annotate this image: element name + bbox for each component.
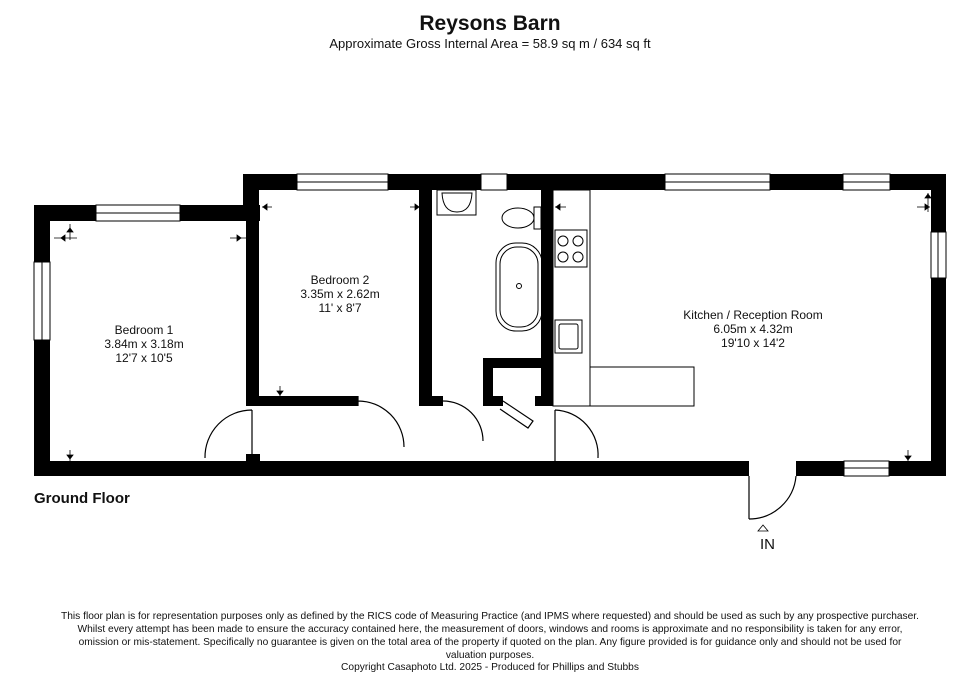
room-label-bedroom-1 xyxy=(84,323,204,365)
interior-walls xyxy=(246,190,553,464)
entrance-label: IN xyxy=(760,536,775,553)
room-dimensions-imperial: 19'10 x 14'2 xyxy=(721,336,785,350)
doors xyxy=(205,396,796,519)
room-dimensions-imperial: 12'7 x 10'5 xyxy=(115,351,173,365)
plan-subtitle: Approximate Gross Internal Area = 58.9 sq m / 634 sq ft xyxy=(329,36,651,51)
copyright-text: Copyright Casaphoto Ltd. 2025 - Produced for Phillips and Stubbs xyxy=(341,662,639,673)
room-label-kitchen-reception xyxy=(668,308,838,350)
room-name: Kitchen / Reception Room xyxy=(683,308,823,322)
room-dimensions-imperial: 11' x 8'7 xyxy=(318,301,362,315)
plan-title: Reysons Barn xyxy=(419,12,561,35)
toilet-icon xyxy=(534,207,541,229)
room-name: Bedroom 2 xyxy=(310,273,370,287)
kitchen-counter xyxy=(553,190,590,406)
disclaimer-text: This floor plan is for representation purposes only as defined by the RICS code of Measuring Practice (and IPMS where requested) and should be used as such by any prospective purchaser. Whilst every attempt has been made to ensure the accuracy contained here, the measurement of doors, windows and rooms is approximate and no responsibility is taken for any error, omission or mis-statement. Specifically no guarantee is given on the total area of the property if quoted on the plan. Any figure provided is for guidance only and should not be used for valuation purposes. xyxy=(61,611,919,661)
room-name: Bedroom 1 xyxy=(114,323,174,337)
room-dimensions-metric: 3.35m x 2.62m xyxy=(300,287,380,301)
room-label-bedroom-2 xyxy=(280,273,400,315)
bathtub-icon xyxy=(496,243,542,331)
floor-label: Ground Floor xyxy=(34,490,130,507)
room-dimensions-metric: 3.84m x 3.18m xyxy=(104,337,184,351)
fixtures xyxy=(437,190,694,406)
room-dimensions-metric: 6.05m x 4.32m xyxy=(713,322,793,336)
